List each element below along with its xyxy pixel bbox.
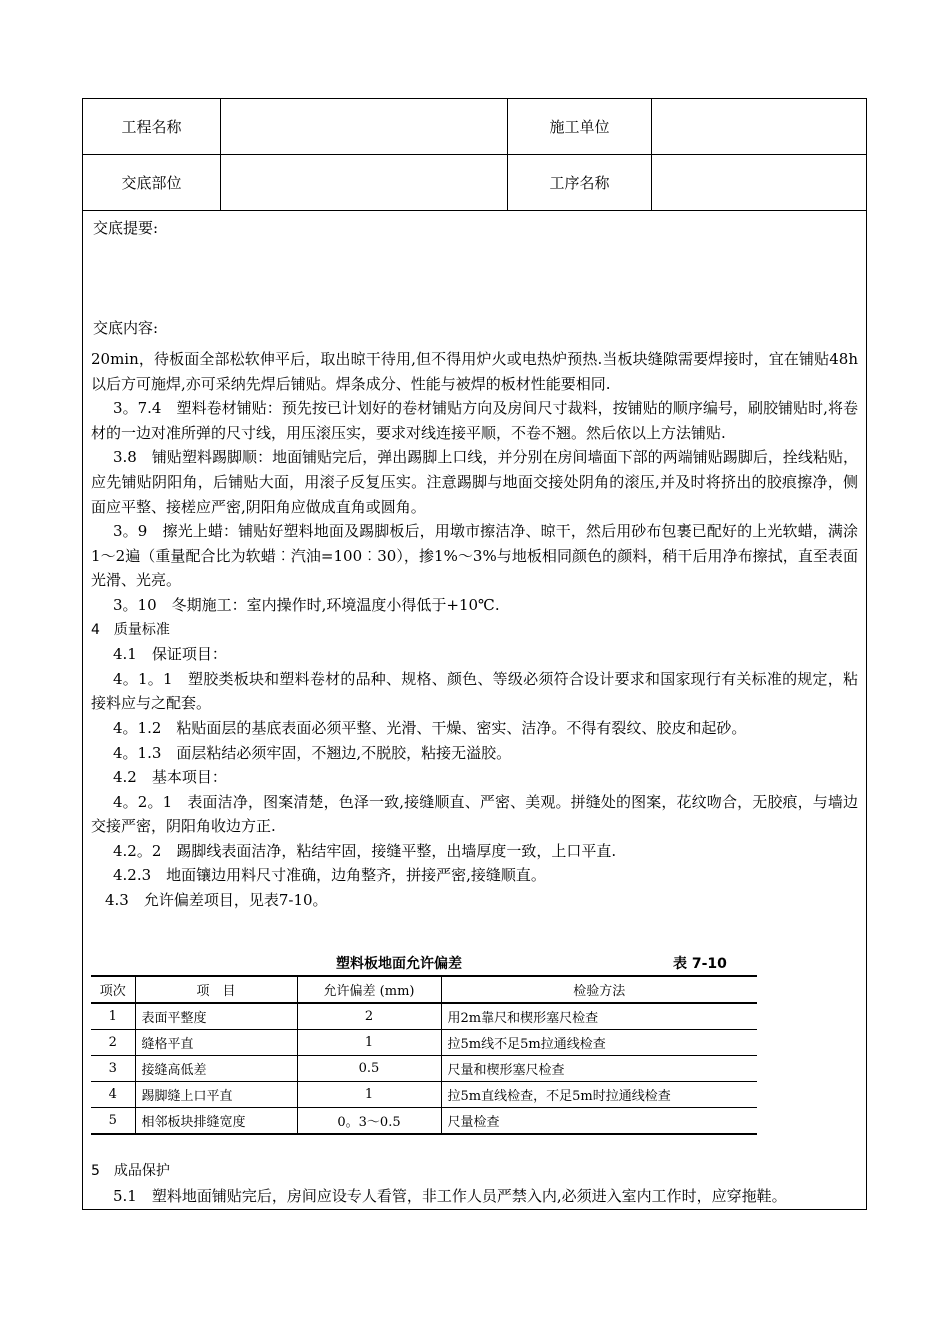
content-body <box>91 347 858 913</box>
part-label: 交底部位 <box>121 174 182 192</box>
cell-method: 尺量检查 <box>441 1108 757 1135</box>
paragraph: 3。9 擦光上蜡：铺贴好塑料地面及踢脚板后，用墩市擦洁净、晾干，然后用砂布包裹已配好的上光软蜡，满涂1～2遍（重量配合比为软蜡︰汽油=100︰30），掺1%～3%与地板相同颜色的颜料，稍干后用净布擦拭，直至表面光滑、光亮。 <box>91 522 858 590</box>
cell-method: 尺量和楔形塞尺检查 <box>441 1056 757 1082</box>
cell-tolerance: 2 <box>297 1003 441 1030</box>
col-header-method: 检验方法 <box>441 976 757 1003</box>
cell-item: 踢脚缝上口平直 <box>135 1082 297 1108</box>
paragraph: 3.8 铺贴塑料踢脚顺：地面铺贴完后，弹出踢脚上口线，并分别在房间墙面下部的两端铺贴踢脚后，拴线粘贴，应先铺贴阴阳角，后铺贴大面，用滚子反复压实。注意踢脚与地面交接处阴角的滚压,并及时将挤出的胶痕擦净，侧面应平整、接槎应严密,阴阳角应做成直角或圆角。 <box>91 448 858 516</box>
cell-item: 表面平整度 <box>135 1003 297 1030</box>
cell-index: 5 <box>91 1108 135 1135</box>
cell-method: 用2m靠尺和楔形塞尺检查 <box>441 1003 757 1030</box>
table-number: 表 7-10 <box>673 956 727 972</box>
table-title: 塑料板地面允许偏差 <box>336 956 462 972</box>
cell-item: 相邻板块排缝宽度 <box>135 1108 297 1135</box>
cell-method: 拉5m直线检查，不足5m时拉通线检查 <box>441 1082 757 1108</box>
paragraph: 4.3 允许偏差项目，见表7-10。 <box>105 891 328 910</box>
contractor-value <box>652 99 866 154</box>
disclosure-form <box>82 98 867 1210</box>
tail-section <box>91 1159 858 1208</box>
paragraph: 4.2 基本项目： <box>113 768 227 787</box>
table-row <box>91 1108 757 1135</box>
deviation-table <box>91 975 757 1135</box>
cell-index: 2 <box>91 1030 135 1056</box>
paragraph: 4.2.3 地面镶边用料尺寸准确，边角整齐，拼接严密,接缝顺直。 <box>113 866 546 885</box>
paragraph: 3。10 冬期施工：室内操作时,环境温度小得低于+10℃. <box>113 595 500 614</box>
contractor-label: 施工单位 <box>549 118 610 136</box>
col-header-tolerance: 允许偏差 (mm) <box>297 976 441 1003</box>
cell-index: 3 <box>91 1056 135 1082</box>
table-row <box>91 1056 757 1082</box>
col-header-item: 项 目 <box>135 976 297 1003</box>
table-row <box>91 1030 757 1056</box>
header-row-2 <box>83 155 866 211</box>
cell-method: 拉5m线不足5m拉通线检查 <box>441 1030 757 1056</box>
paragraph: 4。2。1 表面洁净，图案清楚，色泽一致,接缝顺直、严密、美观。拼缝处的图案，花纹吻合，无胶痕，与墙边交接严密，阴阳角收边方正. <box>91 792 858 836</box>
paragraph: 4.1 保证项目： <box>113 645 227 664</box>
cell-index: 1 <box>91 1003 135 1030</box>
project-name-label: 工程名称 <box>121 118 182 136</box>
summary-label: 交底提要: <box>93 219 159 237</box>
paragraph: 20min，待板面全部松软伸平后，取出晾干待用,但不得用炉火或电热炉预热.当板块缝隙需要焊接时，宜在铺贴48h以后方可施焊,亦可采纳先焊后铺贴。焊条成分、性能与被焊的板材性能要相同. <box>91 350 858 393</box>
cell-index: 4 <box>91 1082 135 1108</box>
part-value <box>221 155 507 210</box>
paragraph: 4.2。2 踢脚线表面洁净，粘结牢固，接缝平整，出墙厚度一致，上口平直. <box>113 841 617 860</box>
cell-tolerance: 0。3～0.5 <box>297 1108 441 1135</box>
section-heading-4: 4 质量标准 <box>91 621 170 638</box>
paragraph: 4。1。1 塑胶类板块和塑料卷材的品种、规格、颜色、等级必须符合设计要求和国家现行有关标准的规定，粘接料应与之配套。 <box>91 669 858 713</box>
paragraph: 4。1.3 面层粘结必须牢固，不翘边,不脱胶，粘接无溢胶。 <box>113 743 512 762</box>
process-label: 工序名称 <box>549 174 610 192</box>
cell-tolerance: 0.5 <box>297 1056 441 1082</box>
cell-tolerance: 1 <box>297 1082 441 1108</box>
cell-item: 缝格平直 <box>135 1030 297 1056</box>
paragraph: 5.1 塑料地面铺贴完后，房间应设专人看管，非工作人员严禁入内,必须进入室内工作时，应穿拖鞋。 <box>113 1186 787 1205</box>
paragraph: 4。1.2 粘贴面层的基底表面必须平整、光滑、干燥、密实、洁净。不得有裂纹、胶皮和起砂。 <box>113 718 747 737</box>
process-value <box>652 155 866 210</box>
content-label: 交底内容: <box>93 319 159 337</box>
project-name-value <box>221 99 507 154</box>
table-header-row <box>91 976 757 1003</box>
cell-tolerance: 1 <box>297 1030 441 1056</box>
table-row <box>91 1003 757 1030</box>
cell-item: 接缝高低差 <box>135 1056 297 1082</box>
header-row-1 <box>83 99 866 155</box>
table-row <box>91 1082 757 1108</box>
section-heading-5: 5 成品保护 <box>91 1163 170 1179</box>
paragraph: 3。7.4 塑料卷材铺贴：预先按已计划好的卷材铺贴方向及房间尺寸裁料，按铺贴的顺序编号，刷胶铺贴时,将卷材的一边对准所弹的尺寸线，用压滚压实，要求对线连接平顺，不卷不翘。然后依以上方法铺贴. <box>91 399 858 442</box>
col-header-index: 项次 <box>91 976 135 1003</box>
